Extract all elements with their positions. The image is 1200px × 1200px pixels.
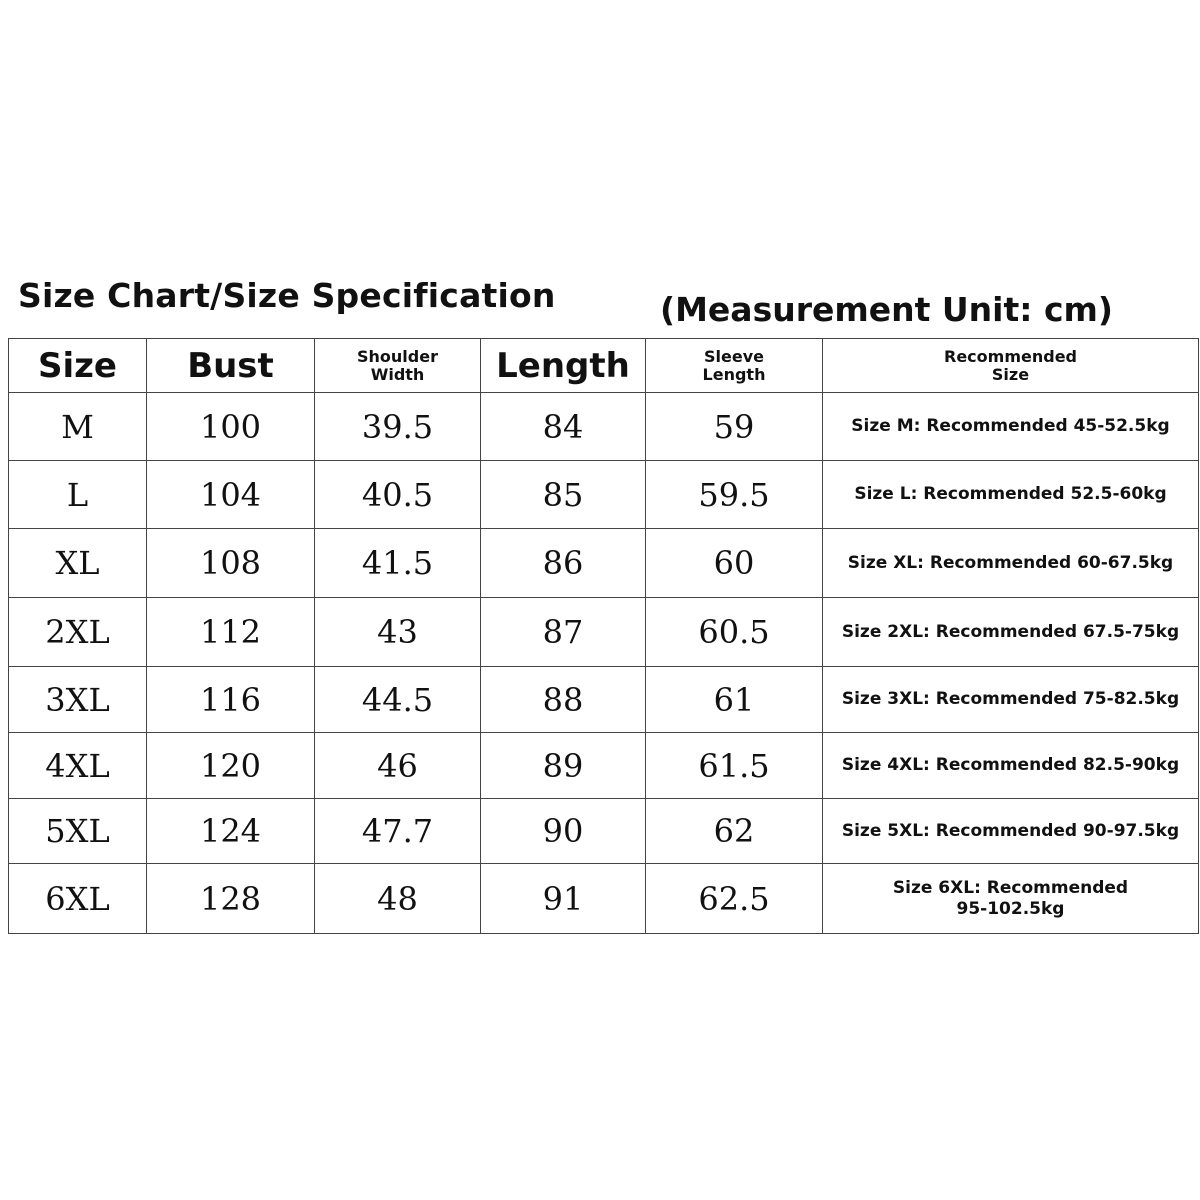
cell-length: 87 [481, 598, 646, 667]
cell-shoulder: 39.5 [315, 393, 481, 461]
cell-size: XL [9, 529, 147, 598]
cell-bust: 116 [147, 667, 315, 733]
header-recommended-size [823, 339, 1199, 393]
cell-size: 6XL [9, 864, 147, 934]
cell-sleeve: 61 [646, 667, 823, 733]
table-row [9, 393, 1199, 461]
cell-shoulder: 44.5 [315, 667, 481, 733]
header-bust: Bust [147, 339, 315, 393]
cell-length: 85 [481, 461, 646, 529]
cell-bust: 104 [147, 461, 315, 529]
cell-shoulder: 48 [315, 864, 481, 934]
table-row [9, 461, 1199, 529]
table-row [9, 864, 1199, 934]
cell-size: M [9, 393, 147, 461]
cell-bust: 100 [147, 393, 315, 461]
cell-length: 86 [481, 529, 646, 598]
header-shoulder-line2: Width [370, 364, 425, 384]
header-row [9, 339, 1199, 393]
cell-length: 91 [481, 864, 646, 934]
cell-bust: 124 [147, 799, 315, 864]
table-row [9, 529, 1199, 598]
size-table [8, 338, 1199, 934]
cell-rec: Size M: Recommended 45-52.5kg [823, 393, 1199, 461]
table-row [9, 799, 1199, 864]
cell-bust: 128 [147, 864, 315, 934]
cell-shoulder: 40.5 [315, 461, 481, 529]
header-rec-line1: Recommended [944, 346, 1077, 366]
header-shoulder-width [315, 339, 481, 393]
cell-sleeve: 59 [646, 393, 823, 461]
unit-note: (Measurement Unit: cm) [660, 290, 1113, 329]
cell-length: 89 [481, 733, 646, 799]
header-shoulder-line1: Shoulder [357, 346, 438, 366]
cell-rec: Size 4XL: Recommended 82.5-90kg [823, 733, 1199, 799]
cell-bust: 120 [147, 733, 315, 799]
cell-rec: Size XL: Recommended 60-67.5kg [823, 529, 1199, 598]
cell-length: 90 [481, 799, 646, 864]
cell-bust: 112 [147, 598, 315, 667]
cell-rec: Size 6XL: Recommended 95-102.5kg [823, 864, 1199, 934]
cell-size: 4XL [9, 733, 147, 799]
header-sleeve-length [646, 339, 823, 393]
cell-bust: 108 [147, 529, 315, 598]
header-size: Size [9, 339, 147, 393]
cell-sleeve: 60.5 [646, 598, 823, 667]
table-row [9, 598, 1199, 667]
header-rec-line2: Size [991, 364, 1030, 384]
table-row [9, 667, 1199, 733]
header-length: Length [481, 339, 646, 393]
cell-sleeve: 62.5 [646, 864, 823, 934]
cell-sleeve: 59.5 [646, 461, 823, 529]
cell-rec: Size 3XL: Recommended 75-82.5kg [823, 667, 1199, 733]
cell-rec: Size 2XL: Recommended 67.5-75kg [823, 598, 1199, 667]
cell-size: 3XL [9, 667, 147, 733]
header-sleeve-line1: Sleeve [704, 346, 764, 366]
chart-title: Size Chart/Size Specification [18, 276, 556, 315]
cell-size: L [9, 461, 147, 529]
header-sleeve-line2: Length [702, 364, 766, 384]
cell-sleeve: 61.5 [646, 733, 823, 799]
cell-size: 5XL [9, 799, 147, 864]
cell-length: 84 [481, 393, 646, 461]
cell-sleeve: 60 [646, 529, 823, 598]
cell-rec: Size 5XL: Recommended 90-97.5kg [823, 799, 1199, 864]
table-row [9, 733, 1199, 799]
cell-size: 2XL [9, 598, 147, 667]
cell-rec: Size L: Recommended 52.5-60kg [823, 461, 1199, 529]
cell-sleeve: 62 [646, 799, 823, 864]
cell-shoulder: 47.7 [315, 799, 481, 864]
cell-shoulder: 46 [315, 733, 481, 799]
cell-length: 88 [481, 667, 646, 733]
cell-shoulder: 43 [315, 598, 481, 667]
cell-shoulder: 41.5 [315, 529, 481, 598]
